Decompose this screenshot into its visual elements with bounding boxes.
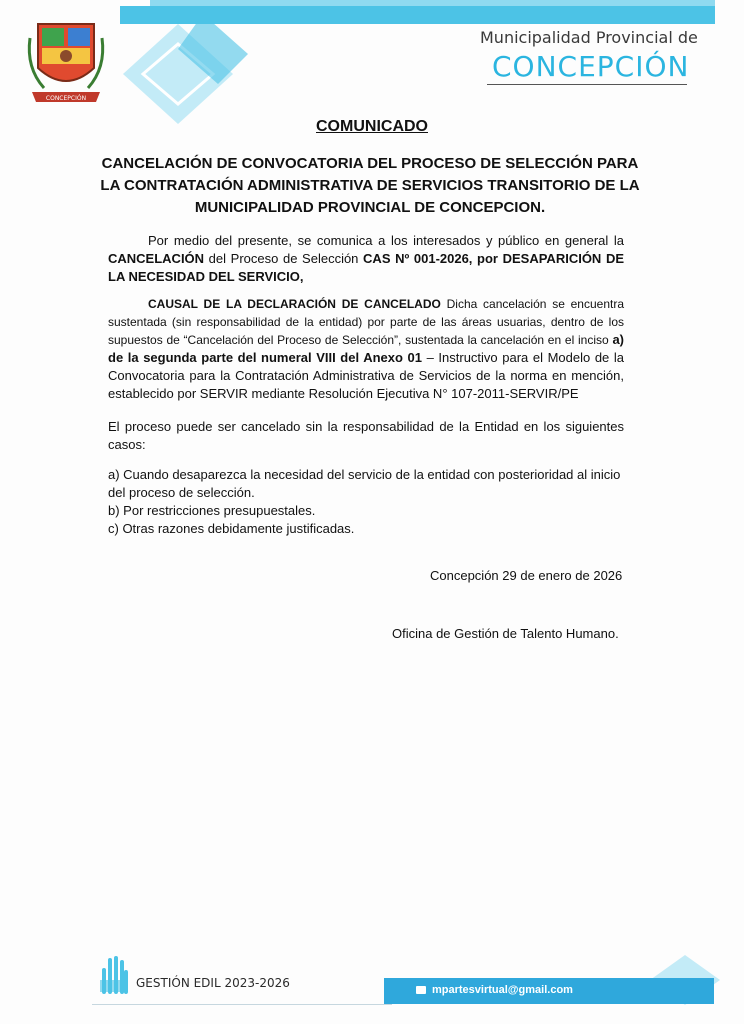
institution-name: Municipalidad Provincial de xyxy=(480,28,698,47)
para1-text-c: del Proceso de Selección xyxy=(204,251,364,266)
footer-term: GESTIÓN EDIL 2023-2026 xyxy=(136,976,290,990)
para2-bold-c: a) de la segunda parte del numeral VIII del Anexo 01 xyxy=(108,332,624,365)
date-line: Concepción 29 de enero de 2026 xyxy=(430,568,623,583)
signature-office: Oficina de Gestión de Talento Humano. xyxy=(392,626,619,641)
crest-motto: CONCEPCIÓN xyxy=(45,95,87,102)
footer-rule xyxy=(92,1004,392,1005)
para1-bold-b: CANCELACIÓN xyxy=(108,251,205,266)
para1-bold-d: CAS Nº 001-2026, por DESAPARICIÓN DE LA NECESIDAD DEL SERVICIO, xyxy=(108,251,624,284)
para2-text-d: – Instructivo para el Modelo de la Convocatoria para la Contratación Administrativa de Servicios de la norma en mención, establecido por SERVIR mediante Resolución Ejecutiva N° 107-2011-SERVIR/PE xyxy=(108,350,624,401)
para2-bold-a: CAUSAL DE LA DECLARACIÓN DE CANCELADO xyxy=(148,297,441,311)
municipal-crest-logo xyxy=(24,18,108,108)
hand-logo-icon xyxy=(96,950,132,994)
case-item-b: b) Por restricciones presupuestales. xyxy=(108,503,316,518)
footer-email[interactable]: mpartesvirtual@gmail.com xyxy=(432,984,573,996)
document-subtitle: CANCELACIÓN DE CONVOCATORIA DEL PROCESO DE SELECCIÓN PARA LA CONTRATACIÓN ADMINISTRATIVA DE SERVICIOS TRANSITORIO DE LA MUNICIPALIDAD PROVINCIAL DE CONCEPCION. xyxy=(100,155,640,216)
paragraph-announcement xyxy=(108,232,624,286)
cases-list xyxy=(108,466,624,538)
paragraph-cases-intro: El proceso puede ser cancelado sin la responsabilidad de la Entidad en los siguientes casos: xyxy=(108,419,624,452)
case-item-a: a) Cuando desaparezca la necesidad del servicio de la entidad con posterioridad al inicio del proceso de selección. xyxy=(108,467,621,500)
city-name: CONCEPCIÓN xyxy=(492,50,690,83)
para2-text-b: Dicha cancelación se encuentra sustentada (sin responsabilidad de la entidad) por parte de las áreas usuarias, dentro de los supuestos de “Cancelación del Proceso de Selección”, sustentada la cancelación en el inciso xyxy=(108,297,625,347)
document-title: COMUNICADO xyxy=(316,118,428,135)
para1-text-a: Por medio del presente, se comunica a los interesados y público en general la xyxy=(148,233,624,248)
case-item-c: c) Otras razones debidamente justificadas. xyxy=(108,521,355,536)
mail-icon xyxy=(416,986,426,994)
paragraph-cause xyxy=(108,295,624,403)
header-underline xyxy=(487,84,687,85)
header-diamond-decoration xyxy=(108,14,248,134)
